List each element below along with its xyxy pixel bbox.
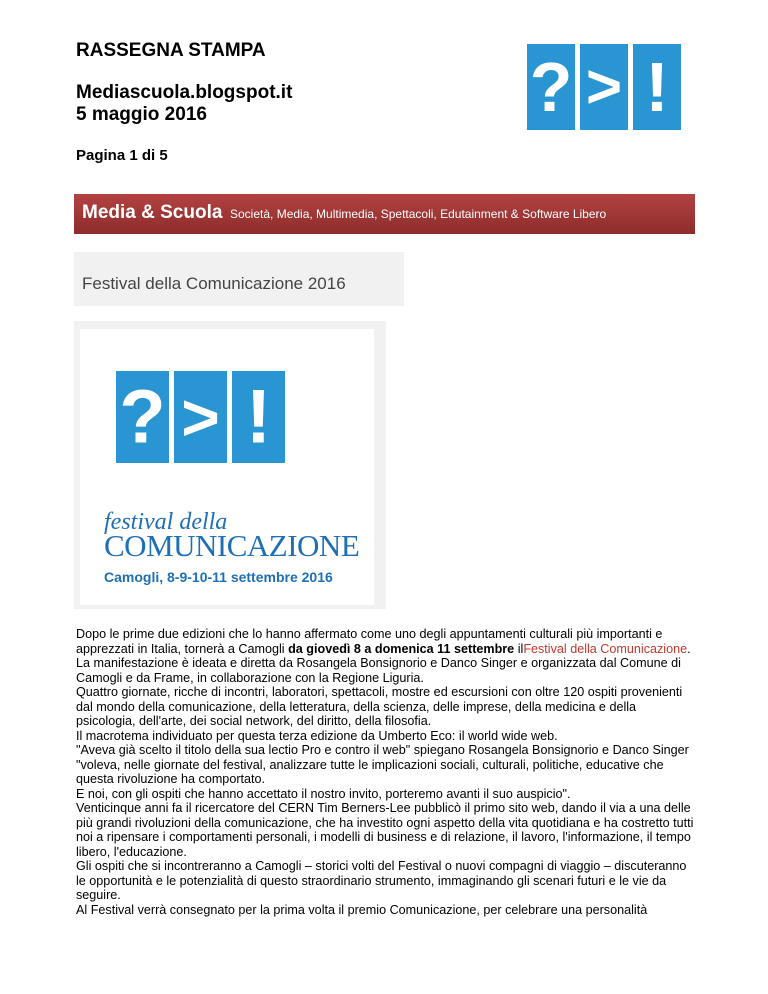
exclamation-glyph: !	[245, 374, 272, 460]
question-mark-glyph: ?	[529, 48, 573, 126]
greater-than-glyph: >	[585, 52, 623, 122]
poster-tile-question	[116, 371, 169, 463]
blog-tagline: Società, Media, Multimedia, Spettacoli, Edutainment & Software Libero	[230, 207, 607, 221]
poster-tile-greater	[174, 371, 227, 463]
exclamation-glyph: !	[645, 48, 669, 126]
festival-poster-frame	[74, 321, 386, 609]
poster-tile-exclamation	[232, 371, 285, 463]
source-site: Mediascuola.blogspot.it	[76, 82, 293, 103]
article-paragraph: "Aveva già scelto il titolo della sua lectio Pro e contro il web" spiegano Rosangela Bonsignorio e Danco Singer "voleva, nelle giornate del festival, analizzare tutte le implicazioni sociali, culturali, politiche, educative che questa rivoluzione ha comportato.	[76, 743, 689, 786]
festival-link[interactable]: Festival della Comunicazione	[523, 641, 688, 656]
article-paragraph: Quattro giornate, ricche di incontri, laboratori, spettacoli, mostre ed escursioni con oltre 120 ospiti provenienti dal mondo della comunicazione, della letteratura, della scienza, delle imprese, della medicina e della psicologia, dell'arte, dei social network, del diritto, della filosofia.	[76, 685, 683, 728]
blog-title[interactable]: Media & Scuola	[82, 202, 223, 223]
question-mark-glyph: ?	[119, 374, 166, 460]
post-title[interactable]: Festival della Comunicazione 2016	[82, 274, 346, 293]
article-paragraph: Dopo le prime due edizioni che lo hanno affermato come uno degli appuntamenti culturali più importanti e apprezzati in Italia, tornerà a Camogli da giovedì 8 a domenica 11 settembre ilFestival della Comunicazione.	[76, 627, 691, 656]
press-review-heading: RASSEGNA STAMPA	[76, 40, 266, 61]
article-paragraph: La manifestazione è ideata e diretta da Rosangela Bonsignorio e Danco Singer e organizzata dal Comune di Camogli e da Frame, in collaborazione con la Regione Liguria.	[76, 656, 681, 685]
article-paragraph: Gli ospiti che si incontreranno a Camogli – storici volti del Festival o nuovi compagni di viaggio – discuteranno le opportunità e le potenzialità di questo straordinario strumento, immaginando gli scenari futuri e le vie da seguire.	[76, 859, 687, 902]
article-body	[76, 627, 696, 917]
blog-banner[interactable]	[74, 194, 695, 234]
poster-festival-della: festival della	[104, 509, 228, 535]
poster-dates: Camogli, 8-9-10-11 settembre 2016	[104, 569, 333, 585]
article-paragraph: Il macrotema individuato per questa terza edizione da Umberto Eco: il world wide web.	[76, 728, 558, 743]
article-paragraph: E noi, con gli ospiti che hanno accettato il nostro invito, porteremo avanti il suo auspicio".	[76, 786, 571, 801]
post-title-box	[74, 252, 404, 306]
article-paragraph: Al Festival verrà consegnato per la prima volta il premio Comunicazione, per celebrare una personalità	[76, 902, 648, 917]
logo-tile-greater	[580, 44, 628, 130]
festival-poster	[80, 329, 374, 605]
event-dates: da giovedì 8 a domenica 11 settembre	[288, 641, 515, 656]
publication-date: 5 maggio 2016	[76, 104, 207, 125]
logo-tile-exclamation	[633, 44, 681, 130]
page-counter: Pagina 1 di 5	[76, 147, 168, 164]
greater-than-glyph: >	[181, 380, 220, 454]
logo-tile-question	[527, 44, 575, 130]
poster-comunicazione: COMUNICAZIONE	[104, 528, 360, 563]
article-paragraph: Venticinque anni fa il ricercatore del CERN Tim Berners-Lee pubblicò il primo sito web, dando il via a una delle più grandi rivoluzioni della comunicazione, che ha investito ogni aspetto della vita quotidiana e ha costretto tutti noi a ripensare i comportamenti personali, i modelli di business e di relazione, il lavoro, l'informazione, il tempo libero, l'educazione.	[76, 801, 694, 859]
